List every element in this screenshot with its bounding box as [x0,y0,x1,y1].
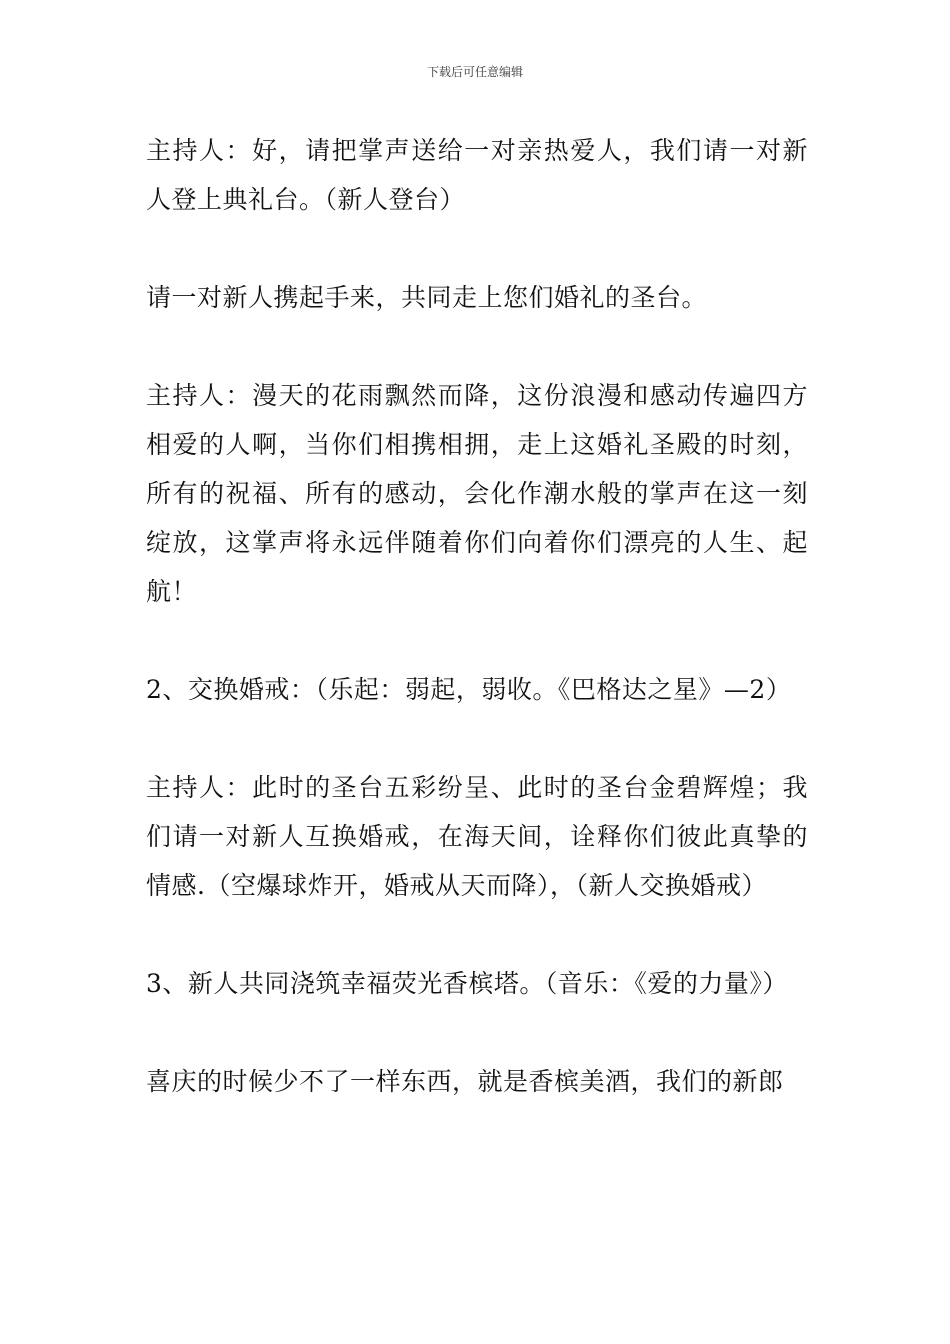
paragraph-hold-hands: 请一对新人携起手来，共同走上您们婚礼的圣台。 [146,283,708,312]
paragraph-host-flower-rain: 主持人：漫天的花雨飘然而降，这份浪漫和感动传遍四方相爱的人啊，当你们相携相拥，走上这婚礼圣殿的时刻，所有的祝福、所有的感动，会化作潮水般的掌声在这一刻绽放，这掌声将永远伴随着你们向着你们漂亮的人生、起航！ [146,381,808,606]
document-body [146,126,808,1106]
paragraph-gap [146,616,808,665]
page-header: 下载后可任意编辑 [426,65,523,79]
paragraph-champagne: 喜庆的时候少不了一样东西，就是香槟美酒，我们的新郎 [146,1067,784,1096]
section-heading-ring-exchange: 2、交换婚戒：（乐起：弱起，弱收。《巴格达之星》—2） [146,675,792,704]
paragraph-gap [146,910,808,959]
paragraph-gap [146,224,808,273]
paragraph-host-ring-exchange: 主持人：此时的圣台五彩纷呈、此时的圣台金碧辉煌；我们请一对新人互换婚戒，在海天间，诠释你们彼此真挚的情感.（空爆球炸开，婚戒从天而降），（新人交换婚戒） [146,773,808,900]
paragraph-gap [146,1008,808,1057]
paragraph-host-applause: 主持人：好，请把掌声送给一对亲热爱人，我们请一对新人登上典礼台。（新人登台） [146,136,808,214]
paragraph-gap [146,714,808,763]
section-heading-champagne-tower: 3、新人共同浇筑幸福荧光香槟塔。（音乐：《爱的力量》） [146,969,788,998]
paragraph-gap [146,322,808,371]
